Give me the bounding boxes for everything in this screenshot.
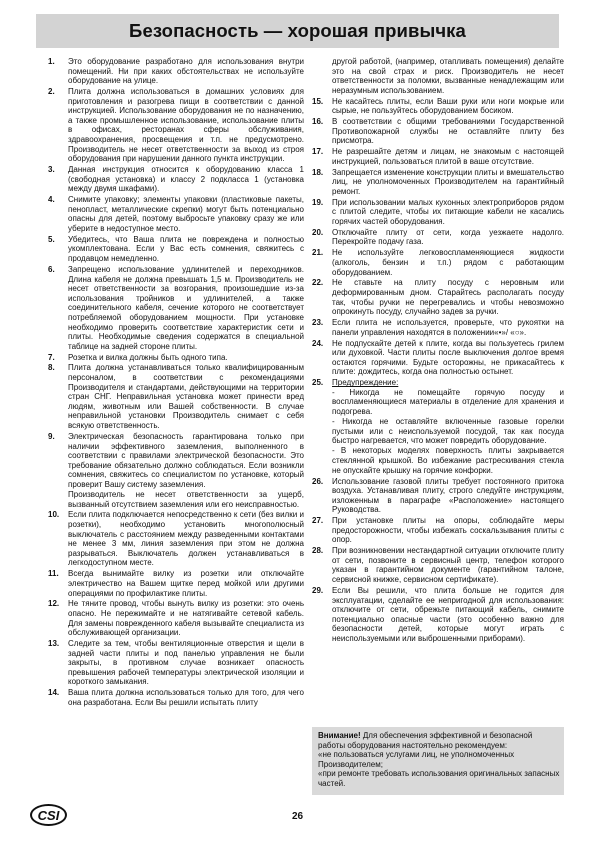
item-paragraph: В соответствии с общими требованиями Государственной Противопожарной службы не оставляйте плиту без присмотра. bbox=[332, 117, 564, 146]
list-item bbox=[48, 688, 304, 707]
left-column bbox=[48, 57, 304, 709]
list-item bbox=[48, 363, 304, 430]
csi-logo-text: CSI bbox=[37, 807, 60, 823]
item-number: 5. bbox=[48, 234, 55, 244]
list-item bbox=[48, 353, 304, 363]
list-item bbox=[48, 569, 304, 598]
item-number: 28. bbox=[312, 546, 324, 556]
list-item bbox=[48, 195, 304, 233]
item-text bbox=[332, 586, 564, 644]
list-item bbox=[312, 228, 564, 247]
item-paragraph: Не используйте легковоспламеняющиеся жидкости (алкоголь, бензин и т.п.) рядом с работающим оборудованием. bbox=[332, 248, 564, 277]
item-number: 18. bbox=[312, 167, 324, 177]
item-paragraph: Если плита не используется, проверьте, что рукоятки на панели управления находятся в положении«•»/ «○». bbox=[332, 318, 564, 337]
item-paragraph: При возникновении нестандартной ситуации отключите плиту от сети, позвоните в сервисный центр, телефон которого указан в гарантийном документе (гарантийном талоне, сервисной книжке, сервисном сертификате). bbox=[332, 546, 564, 585]
list-item bbox=[312, 339, 564, 377]
item-text bbox=[68, 353, 304, 363]
list-item bbox=[48, 87, 304, 164]
item-text bbox=[332, 168, 564, 197]
page-title-banner bbox=[36, 14, 559, 48]
item-number: 14. bbox=[48, 688, 60, 698]
item-text bbox=[68, 57, 304, 86]
item-text bbox=[332, 477, 564, 515]
item-paragraph: Если плита подключается непосредственно к сети (без вилки и розетки), необходимо установить многополюсный выключатель с расстоянием между разведенными контактами не менее 3 мм, линия заземления при этом не должна разрываться. Выключатель должен устанавливаться в легкодоступном месте. bbox=[68, 510, 304, 568]
list-item bbox=[312, 248, 564, 277]
item-number: 9. bbox=[48, 431, 55, 441]
item-number: 20. bbox=[312, 227, 324, 237]
item-paragraph: При использовании малых кухонных электроприборов рядом с плитой следите, чтобы их питающие кабели не касались горячих частей оборудования. bbox=[332, 197, 564, 226]
list-item bbox=[312, 278, 564, 316]
page-title: Безопасность — хорошая привычка bbox=[129, 20, 466, 41]
item-paragraph: Не подпускайте детей к плите, когда вы пользуетесь грилем или духовкой. Части плиты после выключения долгое время остаются горячими. Будьте осторожны, не прикасайтесь к плите: дождитесь, когда она полностью остынет. bbox=[332, 338, 564, 377]
item-number: 13. bbox=[48, 639, 60, 649]
item-paragraph: Запрещается изменение конструкции плиты и вмешательство лиц, не уполномоченных Производителем на гарантийный ремонт. bbox=[332, 167, 564, 196]
item-number: 15. bbox=[312, 96, 324, 106]
item-paragraph: Отключайте плиту от сети, когда уезжаете надолго. Перекройте подачу газа. bbox=[332, 227, 564, 247]
item-number: 19. bbox=[312, 197, 324, 207]
item-number: 24. bbox=[312, 338, 324, 348]
item-paragraph: Убедитесь, что Ваша плита не повреждена и полностью укомплектована. Если у Вас есть сомнения, свяжитесь с продавцом немедленно. bbox=[68, 234, 304, 264]
item-paragraph: Использование газовой плиты требует постоянного притока воздуха. Устанавливая плиту, строго следуйте инструкциям, изложенным в параграфе «Расположение» настоящего Руководства. bbox=[332, 476, 564, 515]
list-item bbox=[312, 546, 564, 584]
item-number: 2. bbox=[48, 87, 55, 97]
item-text bbox=[68, 510, 304, 568]
list-item bbox=[48, 639, 304, 687]
item-paragraph: Снимите упаковку; элементы упаковки (пластиковые пакеты, пенопласт, металлические скрепки) могут быть потенциально опасны для детей, поэтому выбросьте упаковку сразу же или уберите в недоступное место. bbox=[68, 195, 304, 233]
item-number: 26. bbox=[312, 476, 324, 486]
list-item bbox=[312, 318, 564, 337]
list-item bbox=[48, 599, 304, 637]
notice-box bbox=[312, 727, 564, 795]
item-paragraph: - В некоторых моделях поверхность плиты закрывается стеклянной крышкой. Во избежание растрескивания стекла не опускайте крышку на горячие конфорки. bbox=[332, 446, 564, 475]
item-text bbox=[68, 235, 304, 264]
item-paragraph: Плита должна использоваться в домашних условиях для приготовления и разогрева пищи в соответствии с данной инструкцией. Использование оборудования не по назначению, а также промышленное использование, использование плиты в офисах, ресторанах сферы обслуживания, здравоохранения, просвещения и т.п. не предусмотрено. Производитель не несет ответственности за выход из строя оборудования при нарушении данного пункта инструкции. bbox=[68, 87, 304, 164]
item-paragraph: Данная инструкция относится к оборудованию класса 1 (свободная установка) и классу 2 подкласса 1 (установка между двумя шкафами). bbox=[68, 165, 304, 194]
item-paragraph: Плита должна устанавливаться только квалифицированным персоналом, в соответствии с рекомендациями Производителя и стандартами, действующими на территории стран СНГ. Неправильная установка может принести вред людям, животным или Вашей собственности. В случае неправильной установки Производитель снимает с себя всякую ответственность. bbox=[68, 363, 304, 431]
right-items-list bbox=[312, 97, 564, 644]
item-number: 1. bbox=[48, 57, 55, 66]
item-number: 11. bbox=[48, 569, 59, 579]
list-item bbox=[48, 165, 304, 194]
item-text bbox=[68, 87, 304, 164]
item-text bbox=[332, 378, 564, 475]
notice-title: Внимание! bbox=[318, 731, 361, 740]
item-paragraph: Не разрешайте детям и лицам, не знакомым с настоящей инструкцией, пользоваться плитой в ваше отсутствие. bbox=[332, 147, 564, 166]
item-paragraph: Это оборудование разработано для использования внутри помещений. Ни при каких обстоятельствах не используйте оборудование на улице. bbox=[68, 57, 304, 86]
item-text bbox=[332, 198, 564, 227]
item-paragraph: Не тяните провод, чтобы вынуть вилку из розетки: это очень опасно. Не пережимайте и не натягивайте сетевой кабель. Для замены поврежденного кабеля вызывайте специалиста из обслуживающей организации. bbox=[68, 599, 304, 638]
list-item bbox=[48, 57, 304, 86]
item-number: 27. bbox=[312, 516, 324, 526]
item-number: 8. bbox=[48, 363, 55, 373]
item-paragraph: Ваша плита должна использоваться только для того, для чего она разработана. Если Вы решили испытать плиту bbox=[68, 688, 304, 707]
item-text bbox=[332, 117, 564, 146]
item-paragraph: Не ставьте на плиту посуду с неровным или деформированным дном. Старайтесь располагать посуду так, чтобы ручки не перегревались и чтобы невозможно опрокинуть посуду, случайно задев за ручки. bbox=[332, 278, 564, 317]
item-paragraph: - Никогда не оставляйте включенные газовые горелки пустыми или с неиспользуемой посудой, так как посуда быстро нагревается, что может повредить оборудование. bbox=[332, 417, 564, 446]
item-number: 6. bbox=[48, 264, 55, 274]
list-item bbox=[48, 432, 304, 509]
item-number: 4. bbox=[48, 195, 55, 205]
item-text bbox=[68, 363, 304, 430]
item-text bbox=[68, 569, 304, 598]
item-text bbox=[68, 688, 304, 707]
item-text bbox=[332, 97, 564, 116]
item-text bbox=[68, 165, 304, 194]
list-item bbox=[312, 117, 564, 146]
item-text bbox=[332, 516, 564, 545]
notice-line: «не пользоваться услугами лиц, не уполномоченных Производителем; bbox=[318, 750, 515, 769]
item-number: 16. bbox=[312, 117, 324, 127]
list-item bbox=[312, 516, 564, 545]
list-item bbox=[312, 586, 564, 644]
right-column bbox=[312, 57, 564, 645]
item-number: 17. bbox=[312, 147, 324, 157]
item-text bbox=[332, 228, 564, 247]
item-text bbox=[332, 339, 564, 377]
item-number: 22. bbox=[312, 278, 324, 288]
item-text bbox=[332, 318, 564, 337]
item-text bbox=[332, 278, 564, 316]
list-item bbox=[48, 510, 304, 568]
item-text bbox=[68, 599, 304, 637]
item-text bbox=[68, 265, 304, 351]
continuation-paragraph bbox=[312, 57, 564, 95]
item-paragraph: Запрещено использование удлинителей и переходников. Длина кабеля не должна превышать 1,5 м. Производитель не несет ответственности за возгорания, произошедшие из-за использования тройников и удлинителей, а также соединительного кабеля, сечение которого не соответствует потребляемой оборудованием мощности. При установке необходимо проверить соответствие характеристик сети и плиты. Необходимые сведения содержатся в специальной таблице на задней стороне плиты. bbox=[68, 264, 304, 351]
item-paragraph: Всегда вынимайте вилку из розетки или отключайте электричество на Вашем щитке перед мойкой или другими операциями по профилактике плиты. bbox=[68, 569, 304, 598]
list-item bbox=[312, 477, 564, 515]
item-paragraph: При установке плиты на опоры, соблюдайте меры предосторожности, чтобы избежать соскальзывания плиты с опор. bbox=[332, 516, 564, 545]
item-number: 21. bbox=[312, 248, 324, 258]
item-text bbox=[332, 248, 564, 277]
notice-line: «при ремонте требовать использования оригинальных запасных частей. bbox=[318, 769, 560, 788]
item-number: 7. bbox=[48, 352, 55, 362]
continuation-text: другой работой, (например, отапливать помещения) делайте это на свой страх и риск. Производитель не несет ответственности за поломки, вызванные ненадлежащим или неразумным использованием. bbox=[332, 57, 564, 95]
item-paragraph: Розетка и вилка должны быть одного типа. bbox=[68, 352, 228, 362]
list-item bbox=[48, 235, 304, 264]
item-text bbox=[332, 147, 564, 166]
notice-intro: Для обеспечения эффективной и безопасной работы оборудования настоятельно рекомендуем: bbox=[318, 731, 533, 750]
item-text bbox=[68, 432, 304, 509]
item-heading: Предупреждение: bbox=[332, 378, 399, 388]
item-number: 29. bbox=[312, 585, 324, 595]
item-text bbox=[68, 195, 304, 233]
list-item bbox=[312, 97, 564, 116]
item-paragraph: - Никогда не помещайте горячую посуду и воспламеняющиеся материалы в отделение для хранения и подогрева. bbox=[332, 387, 564, 417]
item-paragraph: Если Вы решили, что плита больше не годится для эксплуатации, сделайте ее непригодной для использования: отключите от сети, обрежьте питающий кабель, снимите потенциально опасные части (это особенно важно для безопасности детей, которые могут играть с неиспользуемыми или выброшенными приборами). bbox=[332, 585, 564, 643]
item-paragraph: Следите за тем, чтобы вентиляционные отверстия и щели в задней части плиты и под панелью управления не были закрыты, в противном случае возникает опасность превышения рабочей температуры электрической изоляции и короткого замыкания. bbox=[68, 639, 304, 687]
item-paragraph: Производитель не несет ответственности за ущерб, вызванный отсутствием заземления или его неисправностью. bbox=[68, 490, 304, 509]
item-text bbox=[68, 639, 304, 687]
item-paragraph: Не касайтесь плиты, если Ваши руки или ноги мокрые или сырые, не пользуйтесь оборудованием босиком. bbox=[332, 96, 564, 116]
item-number: 3. bbox=[48, 165, 55, 175]
item-number: 12. bbox=[48, 599, 60, 609]
list-item bbox=[48, 265, 304, 351]
list-item bbox=[312, 147, 564, 166]
list-item bbox=[312, 198, 564, 227]
page-number: 26 bbox=[291, 811, 304, 822]
item-number: 23. bbox=[312, 318, 324, 328]
item-number: 10. bbox=[48, 510, 60, 520]
item-number: 25. bbox=[312, 378, 324, 388]
item-text bbox=[332, 546, 564, 584]
list-item bbox=[312, 168, 564, 197]
item-paragraph: Электрическая безопасность гарантирована только при наличии эффективного заземления, выполненного в соответствии с правилами электрической безопасности. Это требование обязательно должно соблюдаться. Если возникли сомнения, свяжитесь со специалистом по установке, который проверит Вашу систему заземления. bbox=[68, 431, 304, 489]
list-item bbox=[312, 378, 564, 475]
